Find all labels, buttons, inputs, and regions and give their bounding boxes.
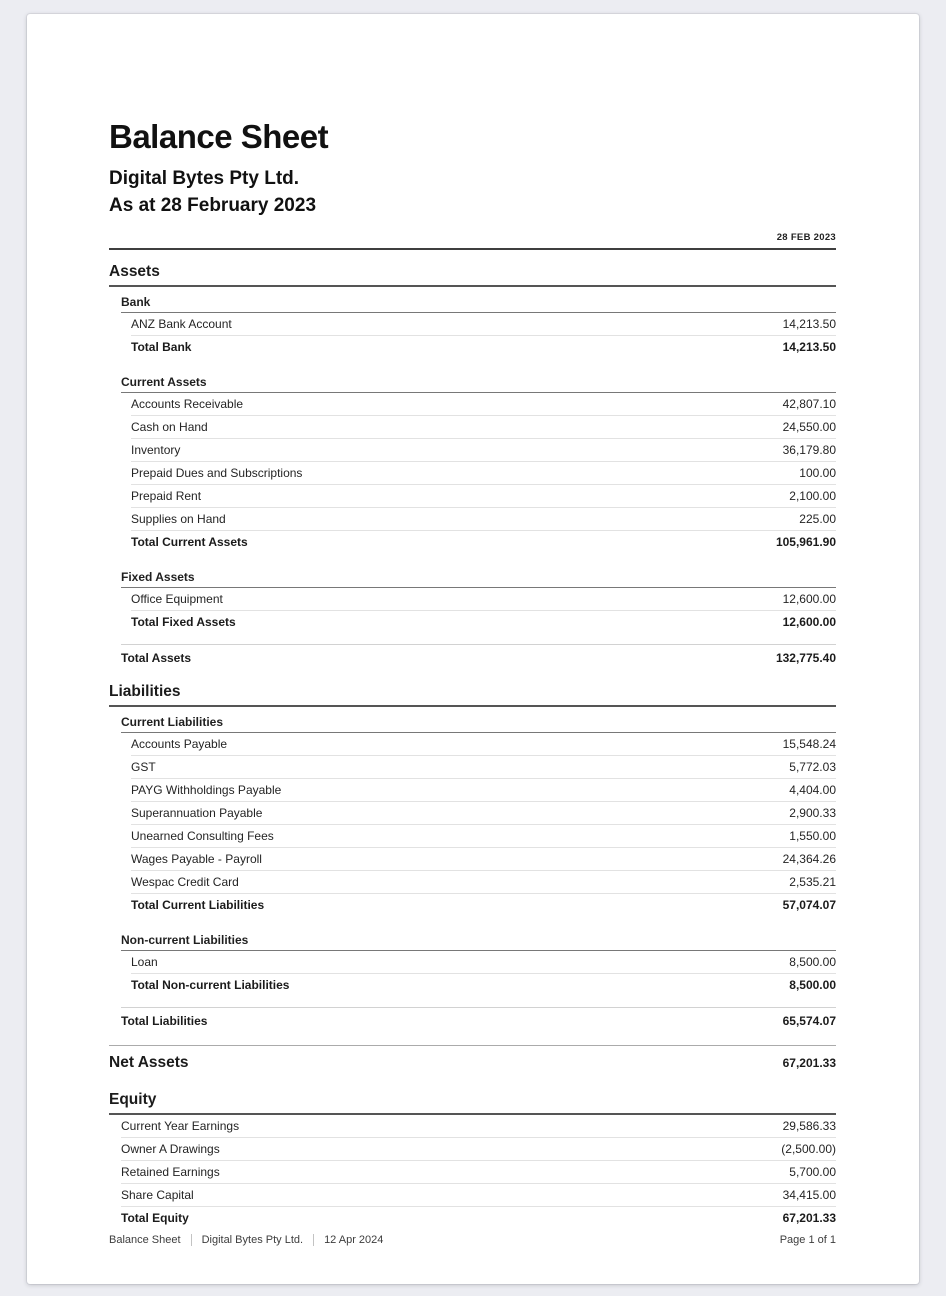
column-header-date: 28 FEB 2023 <box>109 232 836 250</box>
row-label: Wages Payable - Payroll <box>131 851 262 866</box>
account-row <box>131 871 836 894</box>
row-label: Wespac Credit Card <box>131 874 239 889</box>
group-heading: Non-current Liabilities <box>121 933 836 951</box>
row-value: 4,404.00 <box>789 782 836 797</box>
account-row <box>121 1184 836 1207</box>
row-label: Prepaid Dues and Subscriptions <box>131 465 303 480</box>
account-row <box>131 313 836 336</box>
account-row <box>131 802 836 825</box>
row-label: Share Capital <box>121 1187 194 1202</box>
row-label: Total Liabilities <box>121 1013 208 1028</box>
footer-page-number: Page 1 of 1 <box>779 1234 836 1246</box>
row-value: 2,100.00 <box>789 488 836 503</box>
account-row <box>131 588 836 611</box>
section-heading: Equity <box>109 1091 836 1115</box>
row-label: Inventory <box>131 442 181 457</box>
account-row <box>131 508 836 531</box>
report-rows <box>109 263 836 1230</box>
row-value: 14,213.50 <box>782 316 836 331</box>
row-value: 105,961.90 <box>775 534 836 549</box>
row-label: Unearned Consulting Fees <box>131 828 274 843</box>
report-title: Balance Sheet <box>109 118 329 155</box>
row-value: 67,201.33 <box>782 1210 836 1225</box>
account-row <box>131 733 836 756</box>
account-row <box>121 1115 836 1138</box>
row-value: 12,600.00 <box>782 614 836 629</box>
report-footer <box>109 1234 836 1246</box>
account-row <box>121 1161 836 1184</box>
row-label: Loan <box>131 954 158 969</box>
row-label: Current Year Earnings <box>121 1118 240 1133</box>
subtotal-row <box>131 611 836 634</box>
row-value: 132,775.40 <box>775 650 836 665</box>
row-label: PAYG Withholdings Payable <box>131 782 282 797</box>
row-value: 8,500.00 <box>789 977 836 992</box>
footer-divider <box>191 1234 192 1246</box>
row-value: 15,548.24 <box>782 736 836 751</box>
subtotal-row <box>121 1207 836 1230</box>
report-content <box>27 14 919 1230</box>
row-value: 36,179.80 <box>782 442 836 457</box>
footer-date: 12 Apr 2024 <box>324 1234 384 1246</box>
subtotal-row <box>131 894 836 917</box>
footer-report-name: Balance Sheet <box>109 1234 181 1246</box>
row-value: 24,364.26 <box>782 851 836 866</box>
row-value: 2,535.21 <box>789 874 836 889</box>
account-row <box>131 439 836 462</box>
report-page <box>27 14 919 1284</box>
row-label: Net Assets <box>109 1053 189 1071</box>
footer-company-name: Digital Bytes Pty Ltd. <box>201 1234 304 1246</box>
row-label: Total Assets <box>121 650 192 665</box>
subtotal-row <box>131 336 836 359</box>
row-value: (2,500.00) <box>781 1141 836 1156</box>
account-row <box>121 1138 836 1161</box>
row-label: Prepaid Rent <box>131 488 202 503</box>
account-row <box>131 485 836 508</box>
section-total-row <box>121 1007 836 1033</box>
group-heading: Bank <box>121 295 836 313</box>
section-heading: Liabilities <box>109 683 836 707</box>
account-row <box>131 416 836 439</box>
row-value: 14,213.50 <box>782 339 836 354</box>
row-value: 5,700.00 <box>789 1164 836 1179</box>
account-row <box>131 825 836 848</box>
row-label: GST <box>131 759 156 774</box>
row-label: Accounts Payable <box>131 736 228 751</box>
row-value: 29,586.33 <box>782 1118 836 1133</box>
row-label: Total Non-current Liabilities <box>131 977 290 992</box>
section-total-row <box>121 644 836 670</box>
row-label: Total Bank <box>131 339 192 354</box>
row-value: 67,201.33 <box>782 1055 836 1070</box>
account-row <box>131 848 836 871</box>
row-value: 8,500.00 <box>789 954 836 969</box>
section-heading: Assets <box>109 263 836 287</box>
account-row <box>131 393 836 416</box>
row-value: 100.00 <box>799 465 836 480</box>
row-label: Accounts Receivable <box>131 396 244 411</box>
row-label: Cash on Hand <box>131 419 208 434</box>
subtotal-row <box>131 974 836 997</box>
row-value: 57,074.07 <box>782 897 836 912</box>
group-heading: Current Liabilities <box>121 715 836 733</box>
row-label: ANZ Bank Account <box>131 316 232 331</box>
net-assets-row <box>109 1045 836 1078</box>
footer-left <box>109 1234 383 1246</box>
row-label: Supplies on Hand <box>131 511 226 526</box>
subtotal-row <box>131 531 836 554</box>
group-heading: Current Assets <box>121 375 836 393</box>
row-value: 12,600.00 <box>782 591 836 606</box>
row-label: Office Equipment <box>131 591 223 606</box>
row-value: 65,574.07 <box>782 1013 836 1028</box>
footer-divider <box>313 1234 314 1246</box>
row-value: 42,807.10 <box>782 396 836 411</box>
account-row <box>131 779 836 802</box>
row-value: 5,772.03 <box>789 759 836 774</box>
row-label: Total Current Liabilities <box>131 897 265 912</box>
row-value: 24,550.00 <box>782 419 836 434</box>
row-label: Total Current Assets <box>131 534 248 549</box>
row-value: 1,550.00 <box>789 828 836 843</box>
row-label: Total Fixed Assets <box>131 614 236 629</box>
row-value: 34,415.00 <box>782 1187 836 1202</box>
account-row <box>131 462 836 485</box>
row-label: Retained Earnings <box>121 1164 220 1179</box>
row-value: 225.00 <box>799 511 836 526</box>
row-label: Owner A Drawings <box>121 1141 220 1156</box>
report-date-subtitle: As at 28 February 2023 <box>109 194 317 216</box>
row-value: 2,900.33 <box>789 805 836 820</box>
group-heading: Fixed Assets <box>121 570 836 588</box>
company-name: Digital Bytes Pty Ltd. <box>109 167 300 189</box>
account-row <box>131 756 836 779</box>
row-label: Superannuation Payable <box>131 805 263 820</box>
row-label: Total Equity <box>121 1210 189 1225</box>
account-row <box>131 951 836 974</box>
